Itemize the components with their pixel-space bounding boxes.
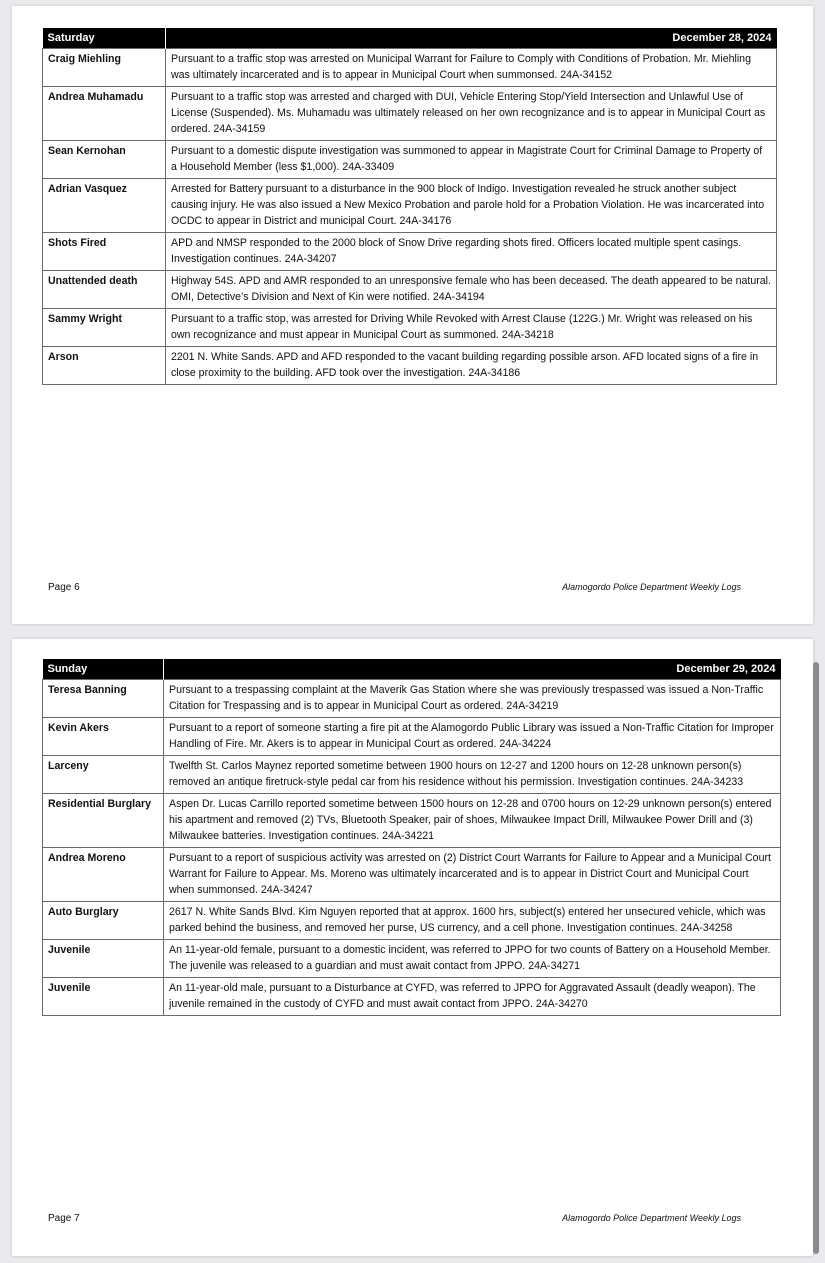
entry-description: Pursuant to a traffic stop was arrested on Municipal Warrant for Failure to Comply with Conditions of Probation. Mr. Miehling was ultimately incarcerated and is to appear in Municipal Court when summonsed. 24A-34152 (166, 49, 777, 87)
entry-name: Adrian Vasquez (43, 179, 166, 233)
document-page-6 (12, 6, 813, 624)
entry-description: Aspen Dr. Lucas Carrillo reported sometime between 1500 hours on 12-28 and 0700 hours on 12-29 unknown person(s) entered his apartment and removed (2) TVs, Bluetooth Speaker, pair of shoes, Milwaukee Impact Drill, Milwaukee Power Drill and (3) Milwaukee batteries. Investigation continues. 24A-34221 (164, 794, 781, 848)
day-heading: Saturday (43, 28, 166, 49)
entry-name: Unattended death (43, 271, 166, 309)
entry-description: Twelfth St. Carlos Maynez reported sometime between 1900 hours on 12-27 and 1200 hours on 12-28 unknown person(s) removed an antique firetruck-style pedal car from his residence without his permission. Investigation continues. 24A-34233 (164, 756, 781, 794)
entry-name: Craig Miehling (43, 49, 166, 87)
vertical-scrollbar[interactable] (813, 662, 819, 1254)
entry-name: Teresa Banning (43, 680, 164, 718)
entry-description: 2201 N. White Sands. APD and AFD responded to the vacant building regarding possible arson. AFD located signs of a fire in close proximity to the building. AFD took over the investigation. 24A-34186 (166, 347, 777, 385)
table-row (43, 87, 777, 141)
entry-name: Residential Burglary (43, 794, 164, 848)
table-row (43, 848, 781, 902)
entry-description: Arrested for Battery pursuant to a disturbance in the 900 block of Indigo. Investigation revealed he struck another subject causing injury. He was also issued a New Mexico Probation and parole hold for a Probation Violation. He was incarcerated into OCDC to appear in District and municipal Court. 24A-34176 (166, 179, 777, 233)
entry-name: Auto Burglary (43, 902, 164, 940)
table-row (43, 718, 781, 756)
table-row (43, 347, 777, 385)
table-row (43, 309, 777, 347)
entry-description: 2617 N. White Sands Blvd. Kim Nguyen reported that at approx. 1600 hrs, subject(s) entered her unsecured vehicle, which was parked behind the business, and removed her purse, US currency, and a cell phone. Investigation continues. 24A-34258 (164, 902, 781, 940)
table-row (43, 49, 777, 87)
table-row (43, 233, 777, 271)
table-row (43, 179, 777, 233)
table-row (43, 978, 781, 1016)
entry-name: Sammy Wright (43, 309, 166, 347)
table-row (43, 271, 777, 309)
entry-name: Juvenile (43, 940, 164, 978)
document-page-7 (12, 639, 813, 1256)
entry-name: Arson (43, 347, 166, 385)
entry-name: Sean Kernohan (43, 141, 166, 179)
entry-description: An 11-year-old male, pursuant to a Disturbance at CYFD, was referred to JPPO for Aggravated Assault (deadly weapon). The juvenile remained in the custody of CYFD and must await contact from JPPO. 24A-34270 (164, 978, 781, 1016)
entry-description: Pursuant to a report of someone starting a fire pit at the Alamogordo Public Library was issued a Non-Traffic Citation for Improper Handling of Fire. Mr. Akers is to appear in Municipal Court as ordered. 24A-34224 (164, 718, 781, 756)
page-number: Page 6 (48, 582, 80, 593)
footer-title: Alamogordo Police Department Weekly Logs (562, 1213, 741, 1223)
entry-name: Shots Fired (43, 233, 166, 271)
entry-description: Pursuant to a report of suspicious activity was arrested on (2) District Court Warrants for Failure to Appear and a Municipal Court Warrant for Failure to Appear. Ms. Moreno was ultimately incarcerated and is to appear in District Court and Municipal Court when summonsed. 24A-34247 (164, 848, 781, 902)
page-number: Page 7 (48, 1213, 80, 1224)
entry-description: APD and NMSP responded to the 2000 block of Snow Drive regarding shots fired. Officers located multiple spent casings. Investigation continues. 24A-34207 (166, 233, 777, 271)
table-row (43, 141, 777, 179)
footer-title: Alamogordo Police Department Weekly Logs (562, 582, 741, 592)
daily-log-table (42, 28, 777, 385)
entry-description: Pursuant to a traffic stop was arrested and charged with DUI, Vehicle Entering Stop/Yield Intersection and Unlawful Use of License (Suspended). Ms. Muhamadu was ultimately released on her own recognizance and is to appear in Municipal Court as ordered. 24A-34159 (166, 87, 777, 141)
table-row (43, 756, 781, 794)
entry-description: Pursuant to a domestic dispute investigation was summoned to appear in Magistrate Court for Criminal Damage to Property of a Household Member (less $1,000). 24A-33409 (166, 141, 777, 179)
entry-description: Pursuant to a trespassing complaint at the Maverik Gas Station where she was previously trespassed was issued a Non-Traffic Citation for Trespassing and is to appear in Municipal Court as ordered. 24A-34219 (164, 680, 781, 718)
table-header-row (43, 659, 781, 680)
entry-name: Larceny (43, 756, 164, 794)
entry-name: Andrea Muhamadu (43, 87, 166, 141)
date-heading: December 28, 2024 (166, 28, 777, 49)
table-row (43, 940, 781, 978)
entry-name: Juvenile (43, 978, 164, 1016)
entry-description: Pursuant to a traffic stop, was arrested for Driving While Revoked with Arrest Clause (122G.) Mr. Wright was released on his own recognizance and must appear in Municipal Court as summoned. 24A-34218 (166, 309, 777, 347)
entry-name: Andrea Moreno (43, 848, 164, 902)
table-header-row (43, 28, 777, 49)
table-row (43, 794, 781, 848)
day-heading: Sunday (43, 659, 164, 680)
daily-log-table (42, 659, 781, 1016)
entry-description: An 11-year-old female, pursuant to a domestic incident, was referred to JPPO for two counts of Battery on a Household Member. The juvenile was released to a guardian and must await contact from JPPO. 24A-34271 (164, 940, 781, 978)
date-heading: December 29, 2024 (164, 659, 781, 680)
entry-description: Highway 54S. APD and AMR responded to an unresponsive female who has been deceased. The death appeared to be natural. OMI, Detective’s Division and Next of Kin were notified. 24A-34194 (166, 271, 777, 309)
entry-name: Kevin Akers (43, 718, 164, 756)
table-row (43, 680, 781, 718)
table-row (43, 902, 781, 940)
